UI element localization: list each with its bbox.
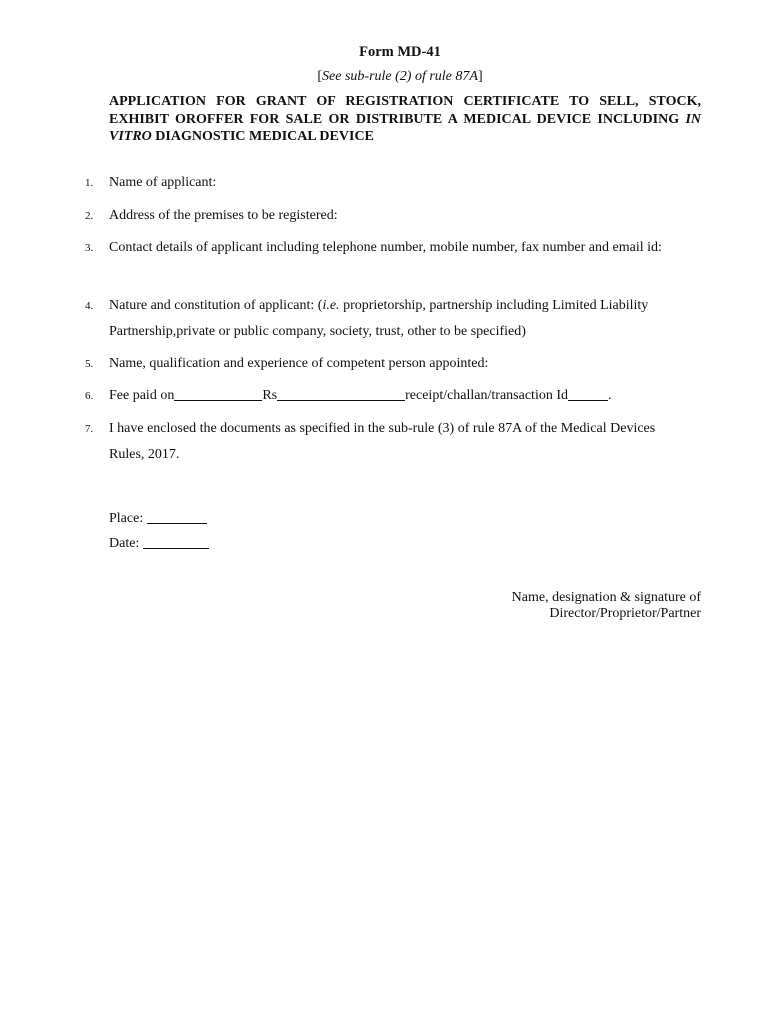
item-number: 4. [85, 300, 94, 312]
heading-part-2: DIAGNOSTIC MEDICAL DEVICE [151, 129, 374, 144]
item-number: 5. [85, 358, 94, 370]
heading-in-vitro: IN VITRO [109, 111, 701, 144]
signature-block [512, 590, 701, 622]
place-label: Place: [109, 511, 144, 526]
heading-part-1: APPLICATION FOR GRANT OF REGISTRATION CERTIFICATE TO SELL, STOCK, EXHIBIT OROFFER FOR SALE OR DISTRIBUTE A MEDICAL DEVICE INCLUDING [109, 94, 701, 127]
signature-line-2: Director/Proprietor/Partner [549, 606, 701, 621]
item-text-part-a: Nature and constitution of applicant: ( [109, 298, 323, 313]
item-number: 7. [85, 423, 94, 435]
item-text [109, 383, 709, 409]
item-number: 6. [85, 390, 94, 402]
item-text: I have enclosed the documents as specified in the sub-rule (3) of rule 87A of the Medical Devices Rules, 2017. [109, 421, 656, 462]
fee-paid-label: Fee paid on [109, 388, 175, 403]
item-number: 2. [85, 210, 94, 222]
date-label: Date: [109, 536, 140, 551]
place-row [109, 507, 207, 531]
transaction-id-blank[interactable] [568, 386, 608, 401]
date-blank[interactable] [143, 534, 209, 549]
subtitle-open: [ [317, 69, 323, 84]
rs-label: Rs [262, 388, 278, 403]
subtitle-close: ] [477, 69, 483, 84]
item-text: Contact details of applicant including telephone number, mobile number, fax number and email id: [109, 240, 662, 255]
signature-line-1: Name, designation & signature of [511, 590, 701, 605]
place-blank[interactable] [147, 509, 207, 524]
item-text: Address of the premises to be registered: [109, 208, 338, 223]
receipt-label: receipt/challan/transaction Id [405, 388, 568, 403]
item-text: Name, qualification and experience of competent person appointed: [109, 356, 489, 371]
fee-date-blank[interactable] [174, 386, 262, 401]
item-text [109, 293, 669, 345]
period: . [608, 388, 612, 403]
form-title: Form MD-41 [359, 44, 441, 60]
fee-amount-blank[interactable] [277, 386, 405, 401]
subtitle-rule-reference: See sub-rule (2) of rule 87A [322, 69, 478, 84]
item-number: 3. [85, 242, 94, 254]
item-number: 1. [85, 177, 94, 189]
item-text: Name of applicant: [109, 175, 217, 190]
item-text-part-b: proprietorship, partnership including Limited Liability Partnership,private or public company, society, trust, other to be specified) [109, 298, 649, 339]
application-heading [109, 93, 701, 146]
date-row [109, 532, 209, 556]
form-subtitle [0, 69, 770, 85]
item-text-ie: i.e. [322, 298, 340, 313]
